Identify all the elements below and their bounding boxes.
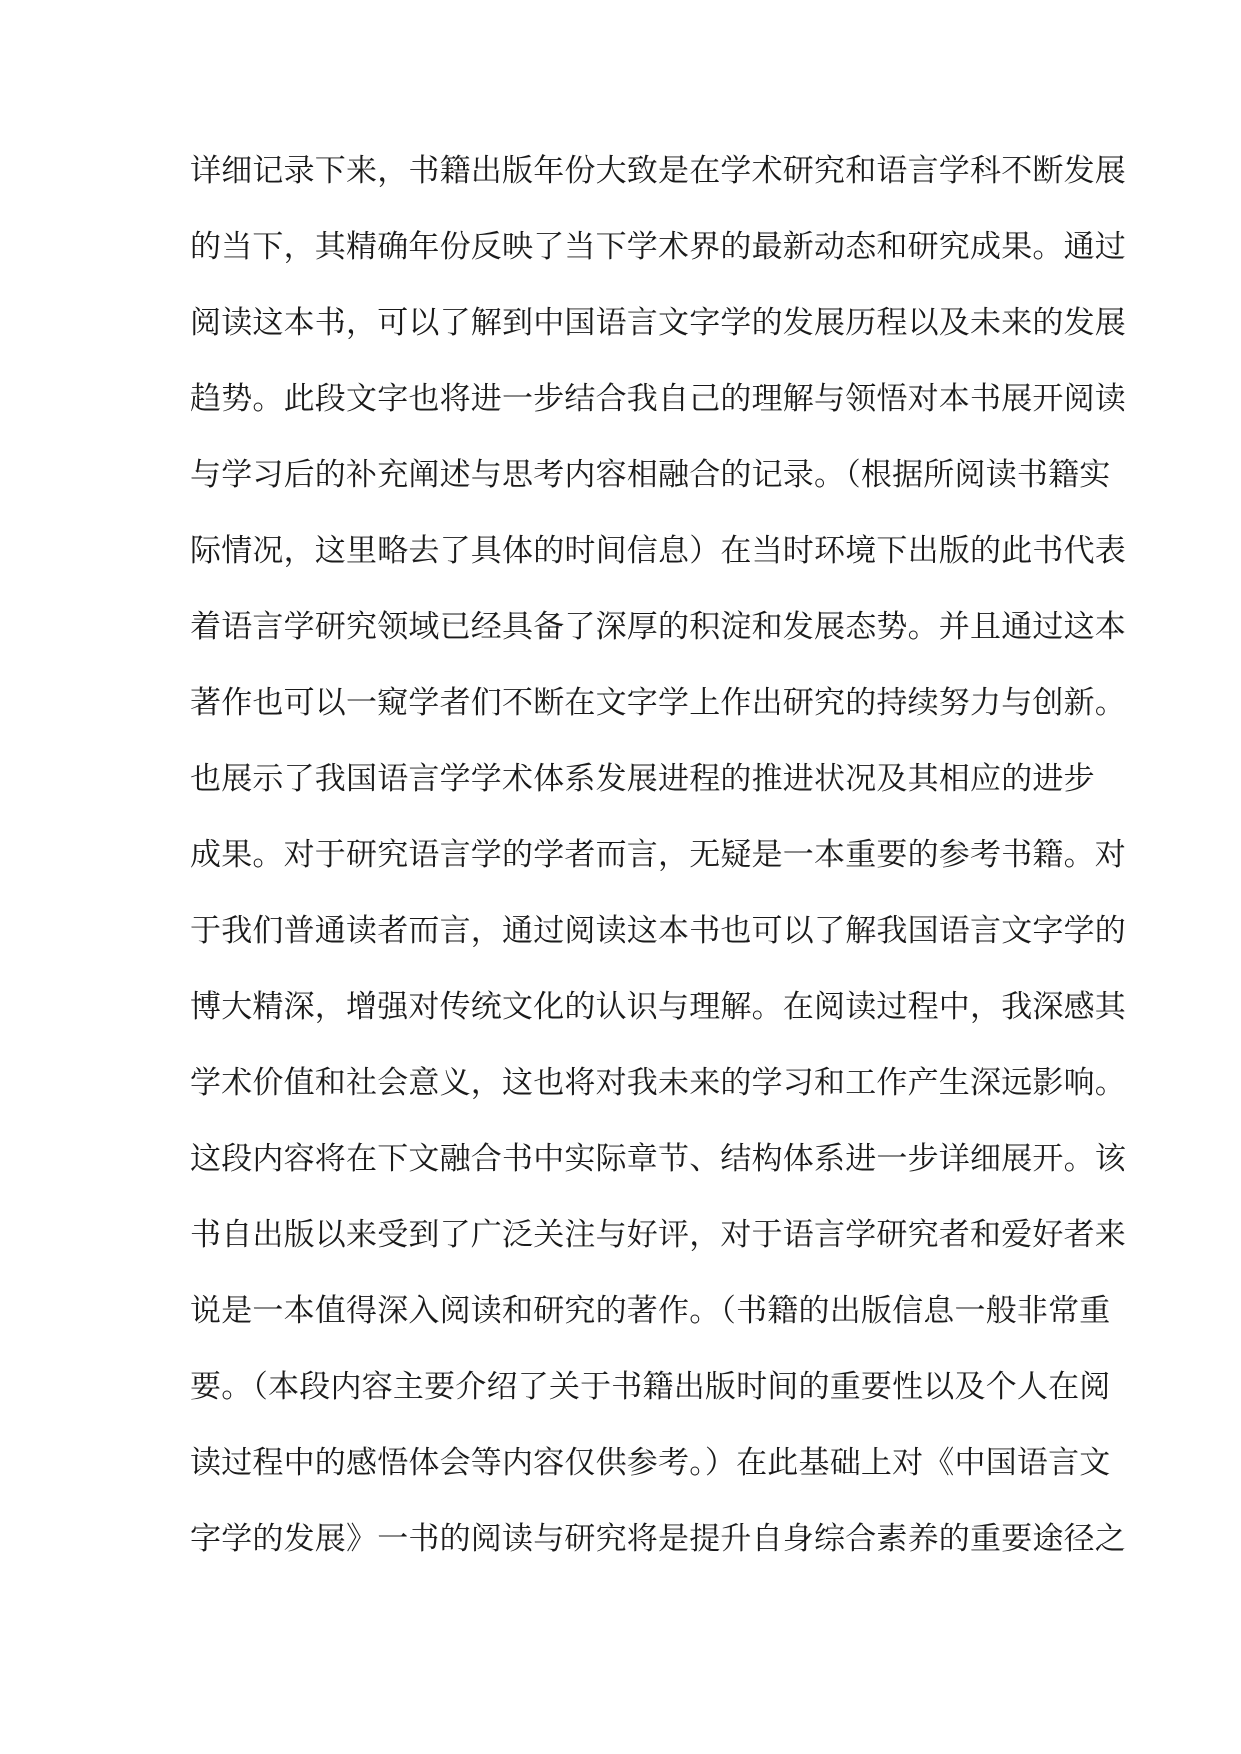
text-line: 这段内容将在下文融合书中实际章节、结构体系进一步详细展开。该 [190,1141,1126,1177]
text-line: 趋势。此段文字也将进一步结合我自己的理解与领悟对本书展开阅读 [190,381,1126,417]
text-line: 读过程中的感悟体会等内容仅供参考。）在此基础上对《中国语言文 [190,1445,1111,1481]
text-line: 书自出版以来受到了广泛关注与好评，对于语言学研究者和爱好者来 [190,1217,1126,1253]
text-line: 要。（本段内容主要介绍了关于书籍出版时间的重要性以及个人在阅 [190,1369,1111,1405]
text-line: 著作也可以一窥学者们不断在文字学上作出研究的持续努力与创新。 [190,685,1126,721]
text-line: 博大精深，增强对传统文化的认识与理解。在阅读过程中，我深感其 [190,989,1126,1025]
text-line: 与学习后的补充阐述与思考内容相融合的记录。（根据所阅读书籍实 [190,457,1111,493]
text-line: 成果。对于研究语言学的学者而言，无疑是一本重要的参考书籍。对 [190,837,1126,873]
text-line: 字学的发展》一书的阅读与研究将是提升自身综合素养的重要途径之 [190,1521,1126,1557]
text-line: 于我们普通读者而言，通过阅读这本书也可以了解我国语言文字学的 [190,913,1126,949]
text-line: 的当下，其精确年份反映了当下学术界的最新动态和研究成果。通过 [190,229,1126,265]
text-line: 着语言学研究领域已经具备了深厚的积淀和发展态势。并且通过这本 [190,609,1126,645]
text-line: 说是一本值得深入阅读和研究的著作。（书籍的出版信息一般非常重 [190,1293,1111,1329]
body-text [190,142,1126,1586]
text-line: 际情况，这里略去了具体的时间信息）在当时环境下出版的此书代表 [190,533,1126,569]
text-line: 详细记录下来，书籍出版年份大致是在学术研究和语言学科不断发展 [190,153,1126,189]
text-line: 阅读这本书，可以了解到中国语言文字学的发展历程以及未来的发展 [190,305,1126,341]
text-line: 学术价值和社会意义，这也将对我未来的学习和工作产生深远影响。 [190,1065,1126,1101]
text-line: 也展示了我国语言学学术体系发展进程的推进状况及其相应的进步 [190,761,1095,797]
